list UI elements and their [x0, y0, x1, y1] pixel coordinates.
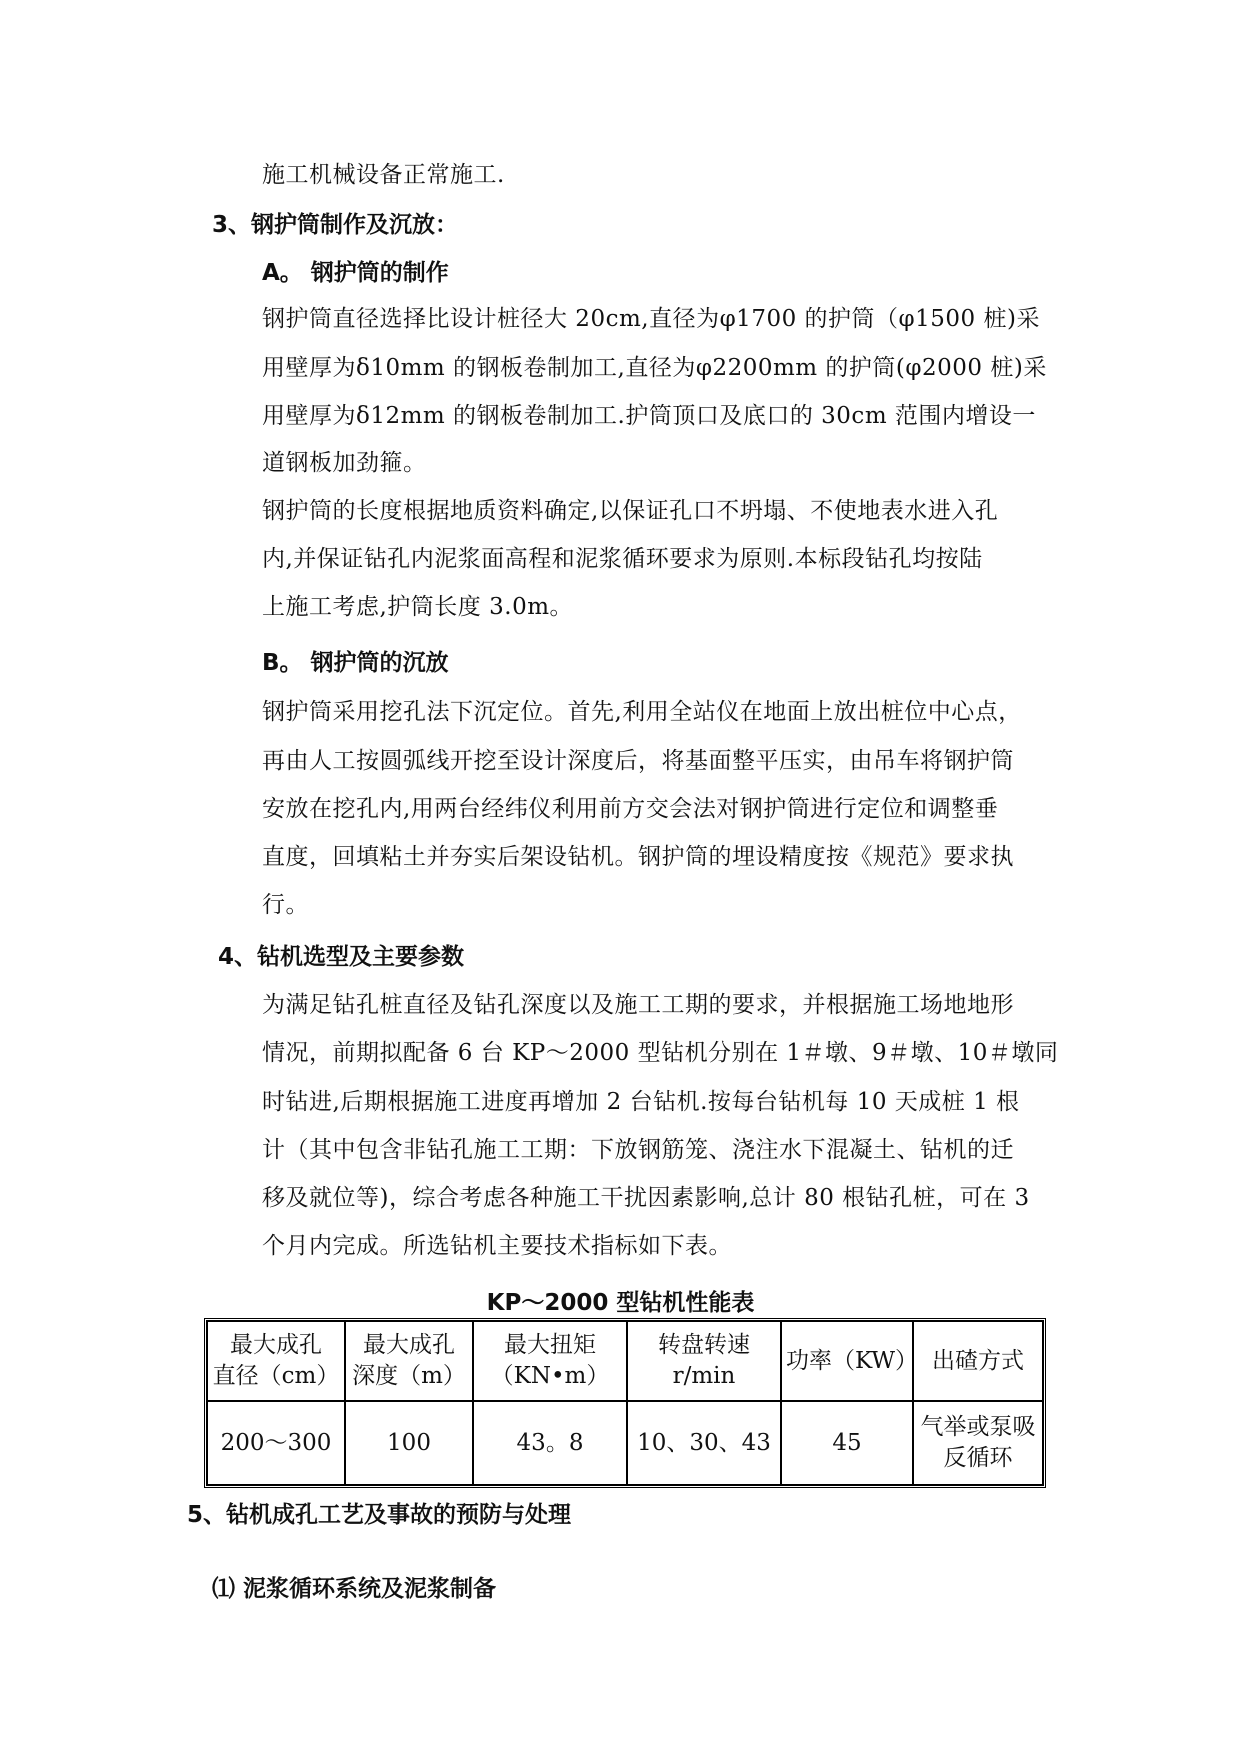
subsection-heading-1: ⑴ 泥浆循环系统及泥浆制备	[212, 1576, 497, 1602]
cell-text: 43。8	[516, 1429, 584, 1456]
table-cell	[781, 1401, 913, 1485]
cell-text: 10、30、43	[637, 1429, 771, 1456]
cell-text: 气举或泵吸	[920, 1414, 1036, 1440]
cell-text: 直径（cm）	[212, 1363, 340, 1389]
paragraph-line: 用壁厚为δ12mm 的钢板卷制加工.护筒顶口及底口的 30cm 范围内增设一	[262, 403, 1036, 429]
cell-text: 最大成孔	[363, 1332, 455, 1358]
cell-text: 出碴方式	[932, 1347, 1024, 1374]
cell-text: （KN•m）	[490, 1363, 610, 1389]
paragraph-line: 上施工考虑,护筒长度 3.0m。	[262, 594, 574, 620]
cell-text: 最大成孔	[230, 1332, 322, 1358]
paragraph-line: 道钢板加劲箍。	[262, 450, 427, 476]
table-header-cell	[627, 1321, 781, 1401]
table-caption: KP～2000 型钻机性能表	[486, 1290, 755, 1316]
paragraph-line: 移及就位等)，综合考虑各种施工干扰因素影响,总计 80 根钻孔桩，可在 3	[262, 1185, 1030, 1211]
table-header-cell	[781, 1321, 919, 1401]
table-header-cell	[345, 1321, 473, 1401]
cell-text: 反循环	[943, 1445, 1013, 1471]
table-cell	[207, 1401, 345, 1485]
cell-text: r/min	[672, 1363, 736, 1389]
table-header-cell	[207, 1321, 345, 1401]
paragraph-line: 直度，回填粘土并夯实后架设钻机。钢护筒的埋设精度按《规范》要求执	[262, 844, 1014, 870]
paragraph-line: 钢护筒直径选择比设计桩径大 20cm,直径为φ1700 的护筒（φ1500 桩)采	[262, 306, 1040, 332]
subsection-heading-a: A。 钢护筒的制作	[262, 260, 449, 286]
section-heading-5: 5、钻机成孔工艺及事故的预防与处理	[187, 1502, 572, 1528]
subsection-heading-b: B。 钢护筒的沉放	[262, 650, 449, 676]
paragraph-line: 个月内完成。所选钻机主要技术指标如下表。	[262, 1233, 732, 1259]
cell-text: 转盘转速	[658, 1332, 750, 1358]
paragraph-line: 内,并保证钻孔内泥浆面高程和泥浆循环要求为原则.本标段钻孔均按陆	[262, 546, 983, 572]
paragraph-line: 施工机械设备正常施工.	[262, 162, 505, 188]
cell-text: 45	[832, 1429, 862, 1456]
table-header-cell	[913, 1321, 1043, 1401]
paragraph-line: 用壁厚为δ10mm 的钢板卷制加工,直径为φ2200mm 的护筒(φ2000 桩)采	[262, 355, 1047, 381]
cell-text: 深度（m）	[352, 1363, 466, 1389]
table-cell	[913, 1401, 1043, 1485]
paragraph-line: 为满足钻孔桩直径及钻孔深度以及施工工期的要求，并根据施工场地地形	[262, 992, 1014, 1018]
paragraph-line: 时钻进,后期根据施工进度再增加 2 台钻机.按每台钻机每 10 天成桩 1 根	[262, 1089, 1020, 1115]
table-row	[207, 1401, 1043, 1485]
paragraph-line: 安放在挖孔内,用两台经纬仪利用前方交会法对钢护筒进行定位和调整垂	[262, 796, 999, 822]
table-cell	[345, 1401, 473, 1485]
drill-performance-table	[204, 1318, 1046, 1488]
table-cell	[627, 1401, 781, 1485]
cell-text: 100	[387, 1429, 431, 1456]
table-header-row	[207, 1321, 1043, 1401]
cell-text: 最大扭矩	[504, 1332, 596, 1358]
paragraph-line: 钢护筒采用挖孔法下沉定位。首先,利用全站仪在地面上放出桩位中心点，	[262, 699, 1022, 725]
section-heading-3: 3、钢护筒制作及沉放：	[212, 212, 459, 238]
paragraph-line: 行。	[262, 892, 309, 918]
paragraph-line: 计（其中包含非钻孔施工工期：下放钢筋笼、浇注水下混凝土、钻机的迁	[262, 1137, 1014, 1163]
table-header-cell	[473, 1321, 627, 1401]
paragraph-line: 情况，前期拟配备 6 台 KP～2000 型钻机分别在 1＃墩、9＃墩、10＃墩同	[262, 1040, 1059, 1066]
cell-text: 200～300	[220, 1429, 332, 1456]
paragraph-line: 再由人工按圆弧线开挖至设计深度后，将基面整平压实，由吊车将钢护筒	[262, 748, 1014, 774]
paragraph-line: 钢护筒的长度根据地质资料确定,以保证孔口不坍塌、不使地表水进入孔	[262, 498, 999, 524]
section-heading-4: 4、钻机选型及主要参数	[218, 944, 465, 970]
table-cell	[473, 1401, 627, 1485]
cell-text: 功率（KW）	[786, 1347, 919, 1374]
